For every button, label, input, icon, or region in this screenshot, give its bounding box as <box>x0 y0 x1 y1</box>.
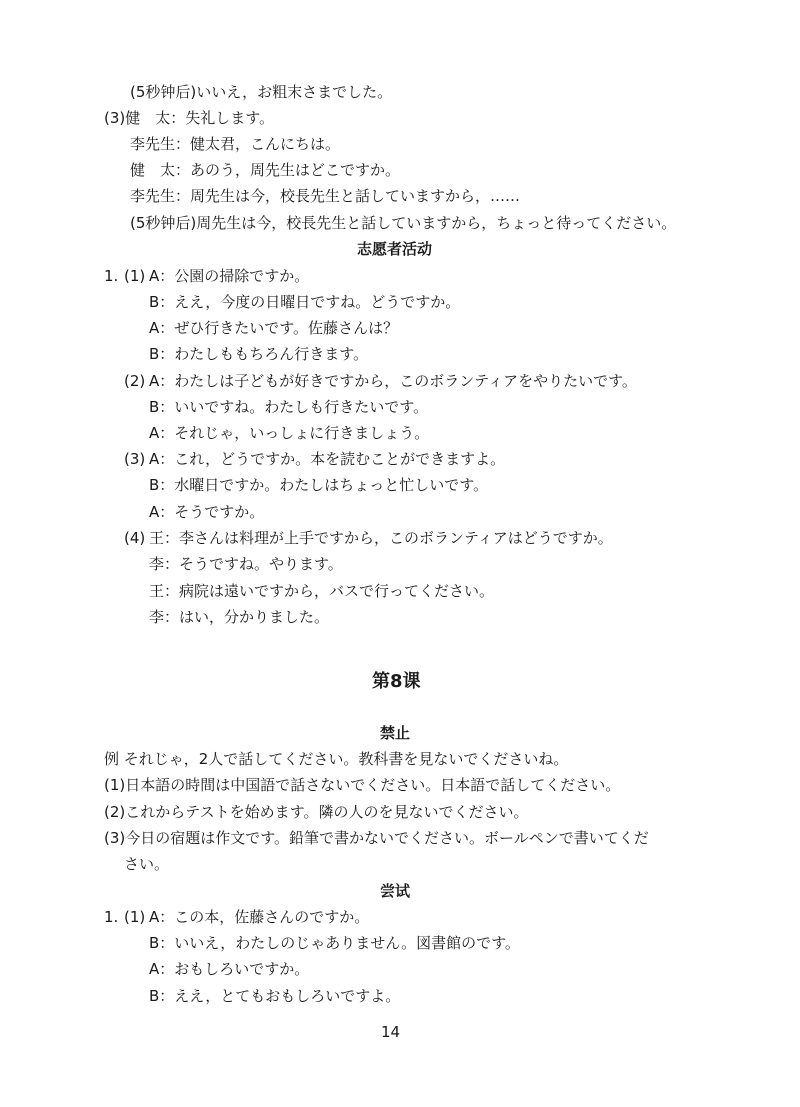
text-line: 李：はい，分かりました。 <box>149 608 330 626</box>
text-line: 李：そうですね。やります。 <box>149 555 343 573</box>
text-line: A：これ，どうですか。本を読むことができますよ。 <box>149 450 506 468</box>
text-line: B：水曜日ですか。わたしはちょっと忙しいです。 <box>149 476 489 494</box>
item-number: (1) <box>124 908 146 926</box>
item-number: 1. <box>104 908 119 926</box>
text-line: (3)今日の宿題は作文です。鉛筆で書かないでください。ボールペンで書いてくだ <box>104 829 649 847</box>
text-line: (1)日本語の時間は中国語で話さないでください。日本語で話してください。 <box>104 776 621 794</box>
item-number: (4) <box>124 529 146 547</box>
text-line: 王：病院は遠いですから，バスで行ってください。 <box>149 582 495 600</box>
page-number: 14 <box>381 1023 401 1041</box>
text-line: A：公園の掃除ですか。 <box>149 267 310 285</box>
section-heading: 尝试 <box>380 882 411 900</box>
section-heading: 志愿者活动 <box>357 240 433 258</box>
text-line: 健 太：あのう，周先生はどこですか。 <box>130 161 401 179</box>
text-line: (2)これからテストを始めます。隣の人のを見ないでください。 <box>104 803 529 821</box>
text-line: A：おもしろいですか。 <box>149 960 310 978</box>
text-line: (3)健 太：失礼します。 <box>104 109 275 127</box>
text-line: 李先生：周先生は今，校長先生と話していますから，…… <box>130 187 521 205</box>
item-number: (2) <box>124 372 146 390</box>
text-line: A：それじゃ，いっしょに行きましょう。 <box>149 424 430 442</box>
text-line: B：いいですね。わたしも行きたいです。 <box>149 398 429 416</box>
text-line: A：この本，佐藤さんのですか。 <box>149 908 370 926</box>
text-line: A：ぜひ行きたいです。佐藤さんは？ <box>149 319 399 337</box>
text-line: B：ええ，今度の日曜日ですね。どうですか。 <box>149 293 461 311</box>
item-number: (3) <box>124 450 146 468</box>
text-line: 例 それじゃ，2人で話してください。教科書を見ないでくださいね。 <box>104 750 569 768</box>
item-number: 1. <box>104 267 119 285</box>
item-number: (1) <box>124 267 146 285</box>
text-line: 李先生：健太君，こんにちは。 <box>130 135 341 153</box>
text-line: B：ええ，とてもおもしろいですよ。 <box>149 987 401 1005</box>
section-heading: 禁止 <box>380 724 411 742</box>
text-line: 王：李さんは料理が上手ですから，このボランティアはどうですか。 <box>149 529 613 547</box>
text-line: B：いいえ，わたしのじゃありません。図書館のです。 <box>149 934 520 952</box>
text-line: (5秒钟后)周先生は今，校長先生と話していますから，ちょっと待ってください。 <box>130 214 677 232</box>
text-line: A：そうですか。 <box>149 503 265 521</box>
text-line: B：わたしももちろん行きます。 <box>149 345 369 363</box>
text-line: さい。 <box>124 855 170 873</box>
text-line: A：わたしは子どもが好きですから，このボランティアをやりたいです。 <box>149 372 637 390</box>
text-line: (5秒钟后)いいえ，お粗末さまでした。 <box>130 83 393 101</box>
lesson-title: 第8课 <box>372 671 421 692</box>
